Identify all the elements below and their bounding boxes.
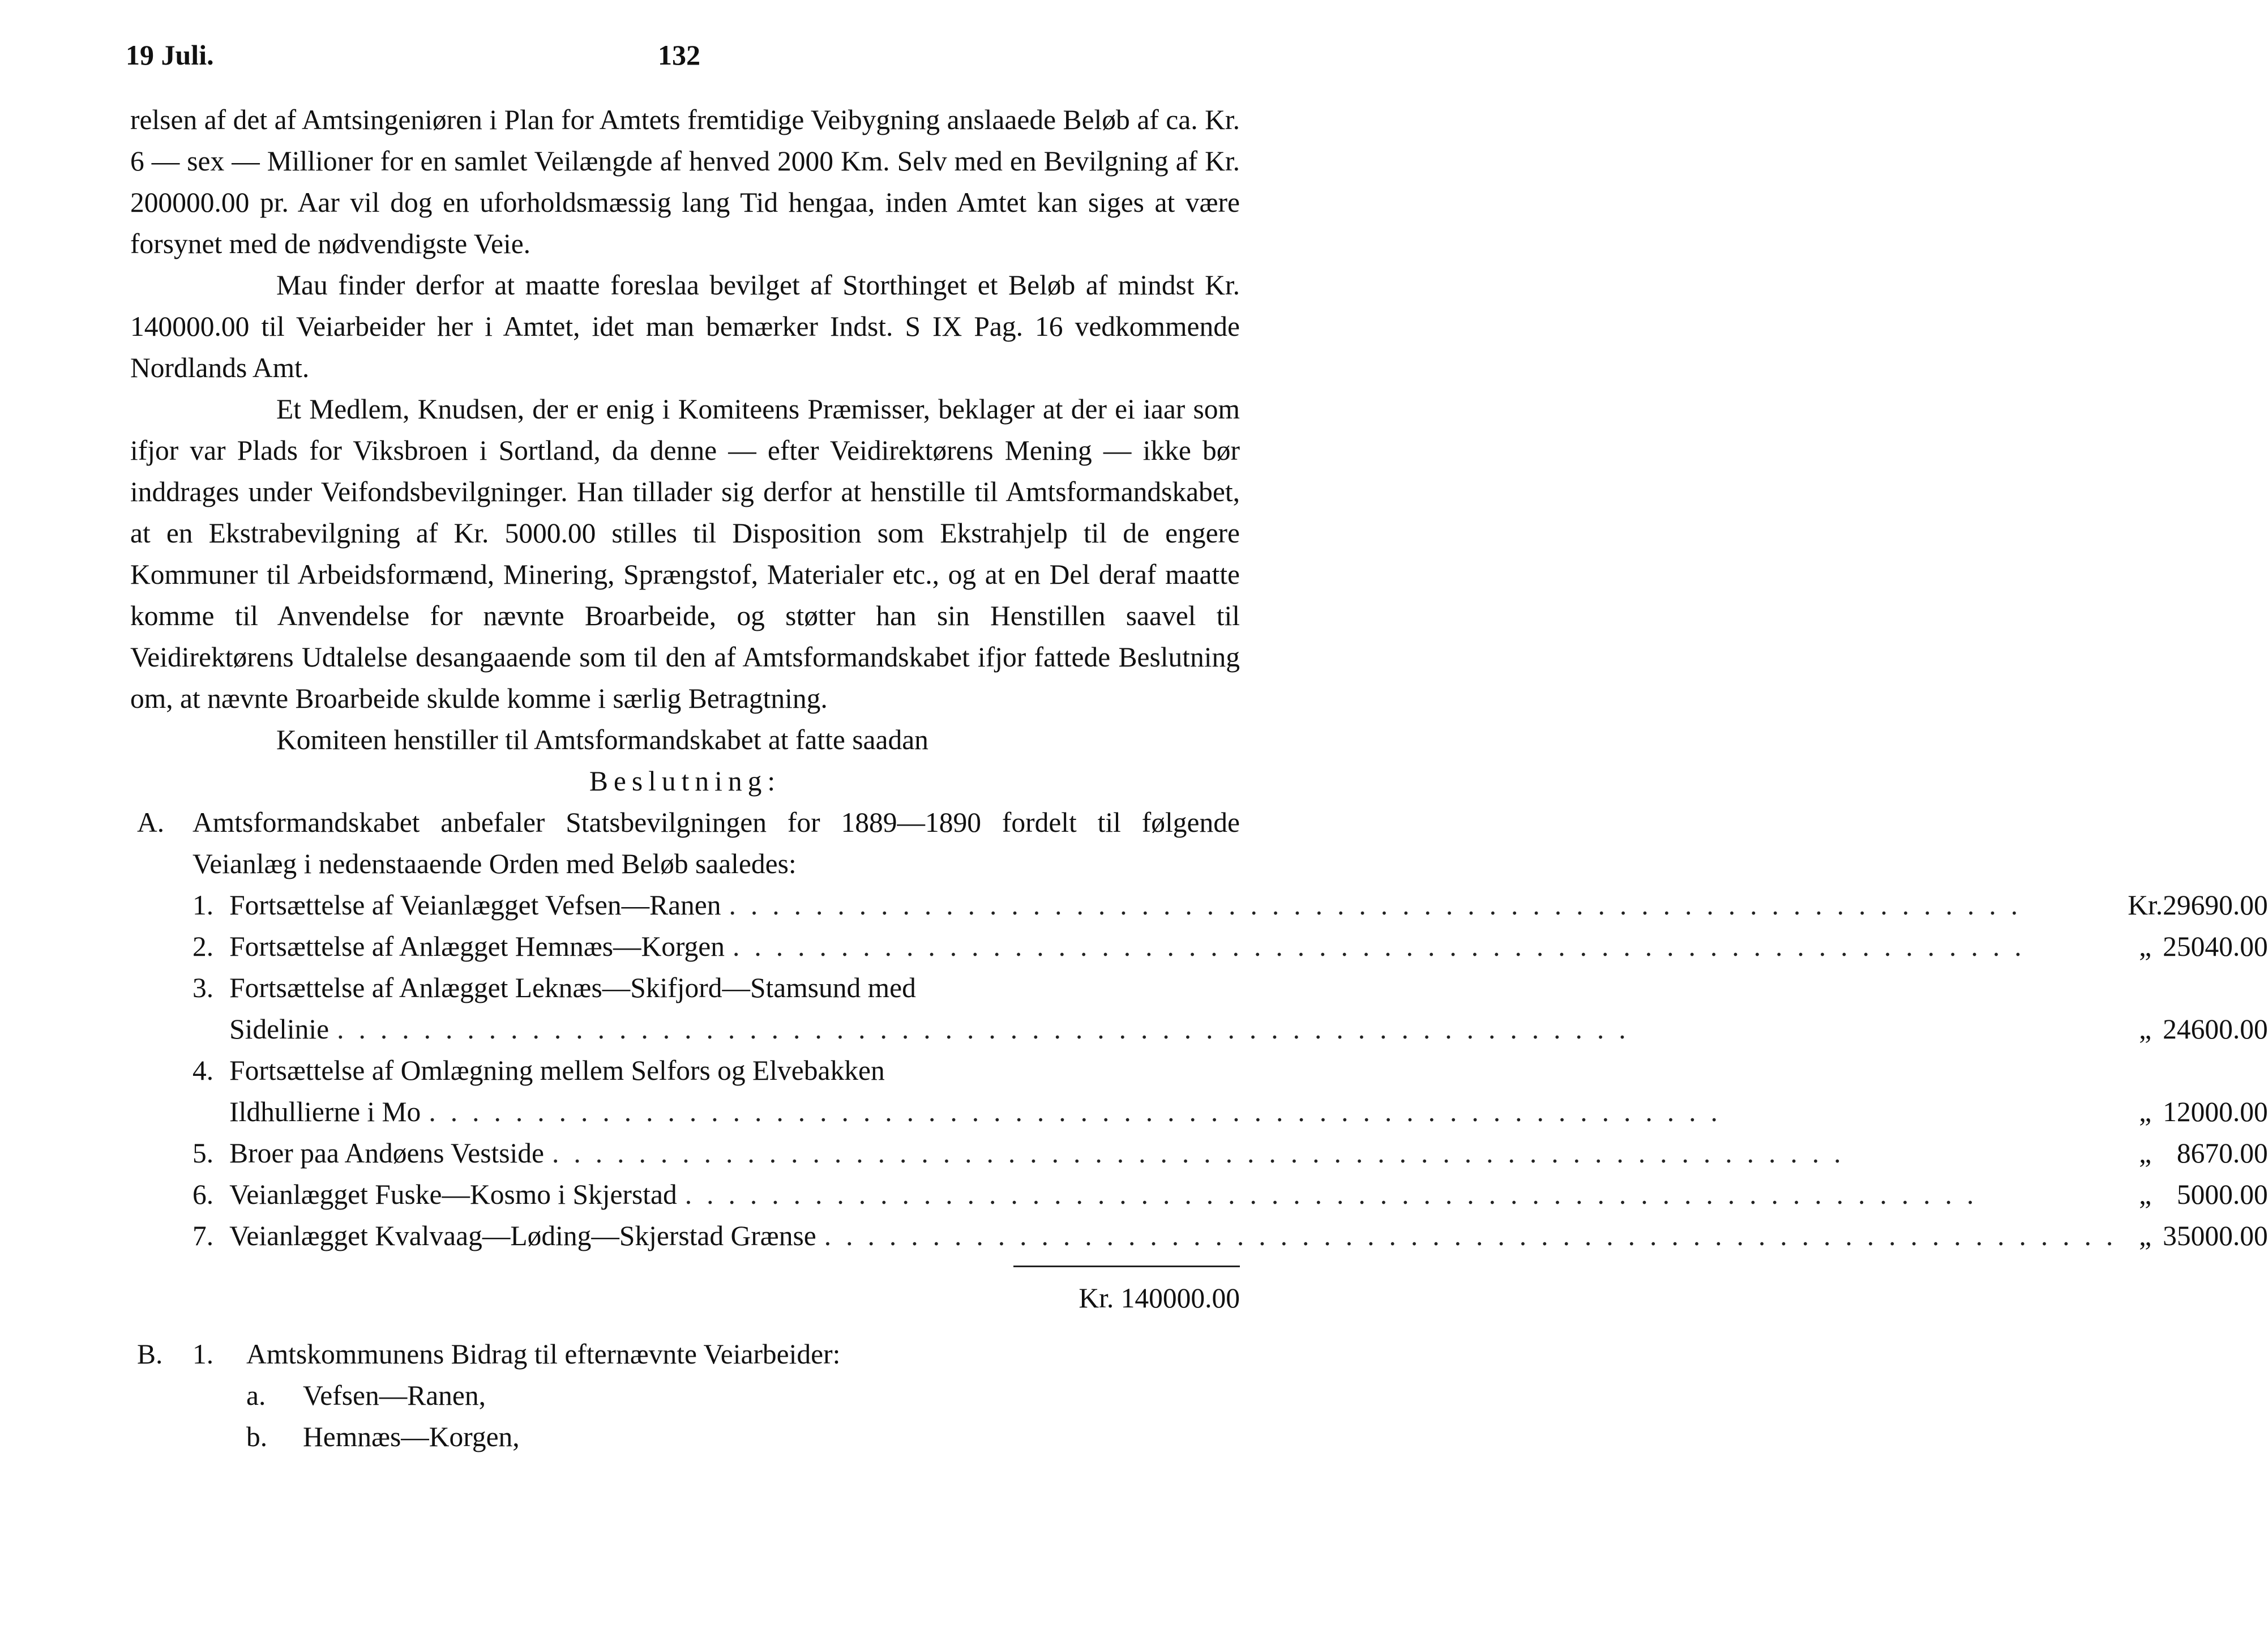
item-description xyxy=(229,1008,2128,1050)
paragraph-proposal: Mau finder derfor at maatte foreslaa bevilget af Storthinget et Beløb af mindst Kr. 140000.00 til Veiarbeider her i Amtet, idet man bemærker Indst. S IX Pag. 16 vedkommende Nordlands Amt. xyxy=(130,270,1240,383)
section-b-label: B. xyxy=(137,1339,163,1370)
dot-leader: ............................................................ xyxy=(684,1179,1989,1210)
item-amount: 5000.00 xyxy=(2176,1179,2268,1210)
dot-leader: ............................................................ xyxy=(429,1096,1732,1127)
page-header xyxy=(126,33,1236,78)
item-amount xyxy=(2163,1050,2268,1091)
table-row xyxy=(192,884,2268,926)
list-item-text: Hemnæs—Korgen, xyxy=(303,1421,520,1452)
item-currency: Kr. xyxy=(2128,890,2163,921)
item-amount: 35000.00 xyxy=(2163,1220,2268,1251)
item-description xyxy=(229,1132,2128,1174)
item-number: 1. xyxy=(192,890,214,921)
item-number: 3. xyxy=(192,972,214,1003)
table-row xyxy=(192,926,2268,967)
item-amount: 8670.00 xyxy=(2176,1138,2268,1169)
paragraph-recommendation: Komiteen henstiller til Amtsformandskabet at fatte saadan xyxy=(276,724,928,755)
item-number xyxy=(192,1008,229,1050)
item-text: Ildhullierne i Mo xyxy=(229,1096,421,1127)
item-currency: „ xyxy=(2139,1014,2152,1045)
decision-heading: Beslutning: xyxy=(589,766,781,797)
total-amount: Kr. 140000.00 xyxy=(1079,1283,1240,1314)
dot-leader: ............................................................ xyxy=(733,931,2036,962)
section-a-intro: Amtsformandskabet anbefaler Statsbevilgningen for 1889—1890 fordelt til følgende Veianlæg i nedenstaaende Orden med Beløb saaledes: xyxy=(192,807,1240,879)
item-text: Fortsættelse af Omlægning mellem Selfors og Elvebakken xyxy=(229,1055,885,1086)
item-currency: „ xyxy=(2139,1220,2152,1251)
dot-leader: ............................................................ xyxy=(729,890,2033,921)
section-b-heading: Amtskommunens Bidrag til efternævnte Veiarbeider: xyxy=(246,1339,841,1370)
item-description xyxy=(229,926,2128,967)
appropriation-table xyxy=(192,884,2268,1256)
dot-leader: ............................................................ xyxy=(552,1138,1856,1169)
table-row xyxy=(192,1174,2268,1215)
item-text: Veianlægget Fuske—Kosmo i Skjerstad xyxy=(229,1179,677,1210)
item-description xyxy=(229,967,2128,1008)
item-text: Fortsættelse af Anlægget Leknæs—Skifjord—Stamsund med xyxy=(229,972,916,1003)
item-description xyxy=(229,1091,2128,1132)
item-number: 2. xyxy=(192,931,214,962)
table-row xyxy=(192,1091,2268,1132)
item-amount: 25040.00 xyxy=(2163,931,2268,962)
item-amount: 24600.00 xyxy=(2163,1014,2268,1045)
item-currency: „ xyxy=(2139,1138,2152,1169)
item-description xyxy=(229,1174,2128,1215)
list-item-text: Vefsen—Ranen, xyxy=(303,1380,486,1411)
dot-leader: ............................................................ xyxy=(337,1014,1641,1045)
item-number: 4. xyxy=(192,1055,214,1086)
item-text: Fortsættelse af Veianlægget Vefsen—Ranen xyxy=(229,890,721,921)
item-currency xyxy=(2128,1050,2163,1091)
item-description xyxy=(229,884,2128,926)
section-a xyxy=(130,802,2268,1319)
section-b-sub-label: 1. xyxy=(192,1339,214,1370)
section-b xyxy=(130,1333,1240,1457)
header-date: 19 Juli. xyxy=(126,39,214,71)
section-a-label: A. xyxy=(137,807,165,838)
item-currency: „ xyxy=(2139,931,2152,962)
item-currency: „ xyxy=(2139,1096,2152,1127)
table-row xyxy=(192,1050,2268,1091)
item-number: 5. xyxy=(192,1138,214,1169)
item-number xyxy=(192,1091,229,1132)
page-number: 132 xyxy=(658,39,700,71)
dot-leader: ............................................................ xyxy=(824,1220,2128,1251)
item-number: 6. xyxy=(192,1179,214,1210)
table-row xyxy=(192,967,2268,1008)
paragraph-dissent: Et Medlem, Knudsen, der er enig i Komiteens Præmisser, beklager at der ei iaar som ifjor var Plads for Viksbroen i Sortland, da denne — efter Veidirektørens Mening — ikke bør inddrages under Veifondsbevilgninger. Han tillader sig derfor at henstille til Amtsformandskabet, at en Ekstrabevilgning af Kr. 5000.00 stilles til Disposition som Ekstrahjelp til de engere Kommuner til Arbeidsformænd, Minering, Sprængstof, Materialer etc., og at en Del deraf maatte komme til Anvendelse for nævnte Broarbeide, og støtter han sin Henstillen saavel til Veidirektørens Udtalelse desangaaende som til den af Amtsformandskabet ifjor fattede Beslutning om, at nævnte Broarbeide skulde komme i særlig Betragtning. xyxy=(130,394,1240,714)
item-text: Sidelinie xyxy=(229,1014,329,1045)
item-currency: „ xyxy=(2139,1179,2152,1210)
item-text: Veianlægget Kvalvaag—Løding—Skjerstad Grænse xyxy=(229,1220,816,1251)
list-item xyxy=(130,1375,1240,1416)
table-row xyxy=(192,1132,2268,1174)
item-text: Broer paa Andøens Vestside xyxy=(229,1138,544,1169)
item-currency xyxy=(2128,967,2163,1008)
item-number: 7. xyxy=(192,1220,214,1251)
item-amount: 29690.00 xyxy=(2163,890,2268,921)
total-rule xyxy=(1013,1266,1240,1267)
item-text: Fortsættelse af Anlægget Hemnæs—Korgen xyxy=(229,931,725,962)
list-item xyxy=(130,1416,1240,1457)
item-description xyxy=(229,1050,2128,1091)
list-item-label: a. xyxy=(246,1380,266,1411)
list-item-label: b. xyxy=(246,1421,268,1452)
item-amount: 12000.00 xyxy=(2163,1096,2268,1127)
item-amount xyxy=(2163,967,2268,1008)
table-row xyxy=(192,1008,2268,1050)
table-row xyxy=(192,1215,2268,1256)
document-body xyxy=(130,99,2268,1457)
item-description xyxy=(229,1215,2128,1256)
paragraph-continuation: relsen af det af Amtsingeniøren i Plan for Amtets fremtidige Veibygning anslaaede Beløb af ca. Kr. 6 — sex — Millioner for en samlet Veilængde af henved 2000 Km. Selv med en Bevilgning af Kr. 200000.00 pr. Aar vil dog en uforholdsmæssig lang Tid hengaa, inden Amtet kan siges at være forsynet med de nødvendigste Veie. xyxy=(130,104,1240,259)
